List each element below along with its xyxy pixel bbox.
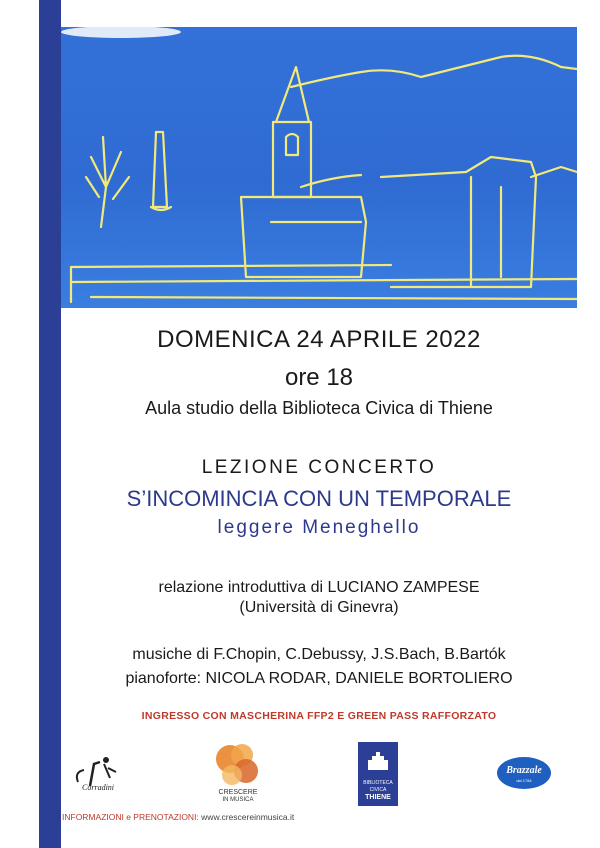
speaker-line: relazione introduttiva di LUCIANO ZAMPESE	[158, 579, 480, 596]
brazzale-wordmark: Brazzale	[506, 765, 542, 776]
crescere-in-musica-logo	[208, 743, 268, 805]
biblioteca-label: BIBLIOTECA	[363, 780, 393, 786]
program-subtitle: leggere Meneghello	[217, 517, 421, 538]
website-link[interactable]: www.crescereinmusica.it	[201, 812, 295, 822]
brazzale-logo	[497, 757, 551, 789]
hero-illustration	[61, 27, 577, 308]
event-time: ore 18	[284, 364, 354, 391]
corradini-logo	[70, 752, 130, 794]
event-venue: Aula studio della Biblioteca Civica di Thiene	[145, 398, 493, 418]
crescere-label: CRESCERE	[218, 789, 258, 796]
biblioteca-civica-logo	[358, 742, 398, 806]
speaker-affiliation: (Università di Ginevra)	[239, 599, 399, 616]
left-accent-stripe	[39, 0, 61, 848]
event-date: DOMENICA 24 APRILE 2022	[157, 326, 481, 353]
town-sketch-drawing	[61, 27, 577, 308]
pianists-line: pianoforte: NICOLA RODAR, DANIELE BORTOLIERO	[125, 670, 513, 687]
program-kind: LEZIONE CONCERTO	[201, 457, 437, 478]
civica-label: CIVICA	[369, 787, 387, 793]
program-title: S’INCOMINCIA CON UN TEMPORALE	[126, 486, 512, 511]
info-footer	[62, 812, 294, 822]
thiene-label: THIENE	[365, 794, 391, 801]
corradini-wordmark: Corradini	[82, 783, 115, 792]
in-musica-label: IN MUSICA	[222, 797, 254, 803]
entry-notice: INGRESSO CON MASCHERINA FFP2 E GREEN PASS RAFFORZATO	[141, 710, 497, 722]
composers-line: musiche di F.Chopin, C.Debussy, J.S.Bach, B.Bartók	[132, 646, 506, 663]
info-label: INFORMAZIONI e PRENOTAZIONI:	[62, 812, 199, 822]
brazzale-year: dal 1784	[516, 778, 532, 783]
